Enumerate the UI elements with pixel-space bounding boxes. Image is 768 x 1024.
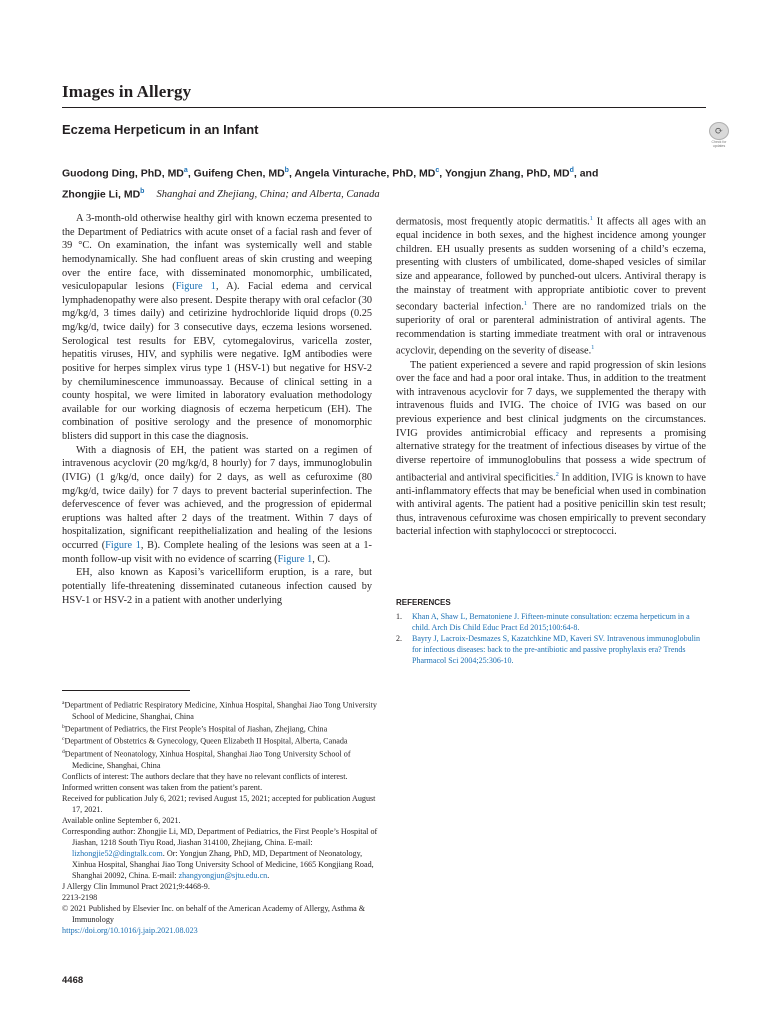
author-name: Angela Vinturache, PhD, MD [294, 167, 436, 180]
affiliation-marker[interactable]: b [284, 167, 289, 174]
body-paragraph: dermatosis, most frequently atopic dermatitis.$^1$ It affects all ages with an equal incidence in both sexes, and the highest incidence among younger children. EH usually presents as sudden worsening of a child’s eczema, presenting with clusters of umbilicated, dome-shaped vesicles of similar size and appearance, followed by punched-out ulcers. Antiviral therapy is the mainstay of treatment with appropriate antibiotic cover to prevent secondary bacterial infection.$^1$ There are no randomized trials on the superiority of oral or parenteral administration of antiviral agents. The recommendation is starting immediate treatment with oral or intravenous acyclovir, depending on the severity of disease.$^1$ [396, 215, 706, 357]
reference-list [396, 611, 706, 666]
issn: 2213-2198 [62, 892, 98, 902]
citation-link[interactable]: 1 [591, 344, 595, 352]
email-link[interactable]: lizhongjie52@dingtalk.com [72, 848, 163, 858]
affiliation-footnote: $^c$Department of Obstetrics & Gynecology, Queen Elizabeth II Hospital, Alberta, Canada [62, 736, 348, 747]
figure-link[interactable]: Figure 1 [105, 540, 141, 551]
footnotes [62, 698, 378, 936]
reference-item [396, 611, 706, 633]
references-heading: REFERENCES [396, 598, 451, 607]
article-title: Eczema Herpeticum in an Infant [62, 122, 259, 137]
reference-number: 1. [396, 612, 402, 621]
author-conjunction: , and [573, 167, 599, 180]
affiliation-footnote: $^a$Department of Pediatric Respiratory Medicine, Xinhua Hospital, Shanghai Jiao Tong University School of Medicine, Shanghai, China [62, 700, 377, 721]
copyright: © 2021 Published by Elsevier Inc. on behalf of the American Academy of Allergy, Asthma & Immunology [62, 903, 366, 924]
body-paragraph: EH, also known as Kaposi’s varicelliform eruption, is a rare, but potentially life-threatening disseminated cutaneous infection caused by HSV-1 or HSV-2 in a patient with another underlying [62, 567, 372, 606]
citation-link[interactable]: 2 [555, 470, 559, 478]
affiliation-marker[interactable]: b [140, 187, 145, 195]
body-paragraph: A 3-month-old otherwise healthy girl with known eczema presented to the Department of Pediatrics with acute onset of a facial rash and fever of 39 °C. On examination, the infant was systemically well and stable hemodynamically. She had confluent areas of skin crusting and weeping over the entire face, with disseminated monomorphic, umbilicated, vesiculopapular lesions (Figure 1, A). Facial edema and cervical lymphadenopathy were also present. Despite therapy with oral cefaclor (30 mg/kg/d, 3 times daily) and cetirizine hydrochloride liquid drops (0.25 mg/kg/d, twice daily) for 3 consecutive days, eczema lesions worsened. Serological test results for EBV, cytomegalovirus, varicella zoster, hepatitis viruses, HIV, and syphilis were negative. IgM antibodies were positive for herpes simplex virus type 1 (HSV-1) but negative for HSV-2 by chemiluminescence immunoassay. Because of clinical setting in a county hospital, we were limited in laboratory evaluation methodology available for our working diagnosis of eczema herpeticum (EH). The combination of positive serology and the presence of monomorphic blisters did support in this case the diagnosis. [62, 213, 373, 442]
body-paragraph: The patient experienced a severe and rapid progression of skin lesions over the face and had a poor oral intake. Thus, in addition to the treatment with intravenous acyclovir for 7 days, we supplemented the therapy with intravenous fluids and IVIG. The choice of IVIG was based on our previous experience and best clinical judgments on the circumstances. IVIG provides antimicrobial efficacy and represents a promising alternative strategy for the treatment of infectious diseases by virtue of the diverse repertoire of immunoglobulins that possess a wide spectrum of antibacterial and antiviral specificities.$^2$ In addition, IVIG is known to have anti-inflammatory effects that may be beneficial when used in combination with antiviral agents. The patient had a positive penicillin skin test result; thus, intravenous cefuroxime was chosen empirically to prevent secondary bacterial infection with staphylococci or streptococci. [396, 359, 706, 538]
affiliation-marker[interactable]: c [435, 167, 440, 174]
received-dates: Received for publication July 6, 2021; revised August 15, 2021; accepted for publication August 17, 2021. [62, 793, 376, 814]
conflicts-note: Conflicts of interest: The authors declare that they have no relevant conflicts of interest. [62, 771, 348, 781]
corresponding-author: Corresponding author: Zhongjie Li, MD, Department of Pediatrics, the First People’s Hospital of Jiashan, 1218 South Tiyu Road, Jiashan 314100, Zhejiang, China. E-mail: lizhongjie52@dingtalk.com. Or: Yongjun Zhang, PhD, MD, Department of Neonatology, Xinhua Hospital, Shanghai Jiao Tong University School of Medicine, 1665 Kongjiang Road, Shanghai 20092, China. E-mail: zhangyongjun@sjtu.edu.cn. [62, 826, 378, 880]
body-column-left [62, 212, 372, 607]
check-updates-label: Check for updates [711, 140, 727, 148]
author-name: Zhongjie Li, MD [62, 188, 141, 200]
affiliation-marker[interactable]: d [569, 167, 574, 174]
author-locations: Shanghai and Zhejiang, China; and Alberta, Canada [156, 189, 380, 200]
figure-link[interactable]: Figure 1 [175, 281, 216, 293]
citation-link[interactable]: 1 [589, 215, 593, 222]
reference-item [396, 633, 706, 666]
figure-link[interactable]: Figure 1 [277, 553, 313, 565]
body-column-right [396, 212, 706, 539]
page-number: 4468 [62, 975, 84, 986]
affiliation-footnote: $^d$Department of Neonatology, Xinhua Hospital, Shanghai Jiao Tong University School of Medicine, Shanghai, China [62, 749, 351, 770]
reference-link[interactable]: Bayry J, Lacroix-Desmazes S, Kazatchkine MD, Kaveri SV. Intravenous immunoglobulin for infectious diseases: back to the pre-antibiotic and passive prophylaxis era? Trends Pharmacol Sci 2004;25:306-10. [412, 634, 701, 665]
reference-link[interactable]: Khan A, Shaw L, Bernatoniene J. Fifteen-minute consultation: eczema herpeticum in a child. Arch Dis Child Educ Pract Ed 2015;100:64-8. [412, 612, 690, 632]
check-updates-icon: ⟳ [709, 122, 729, 140]
doi-link[interactable]: https://doi.org/10.1016/j.jaip.2021.08.023 [62, 925, 198, 935]
email-link[interactable]: zhangyongjun@sjtu.edu.cn [178, 870, 268, 880]
journal-citation: J Allergy Clin Immunol Pract 2021;9:4468-9. [62, 881, 210, 891]
author-list: Guodong Ding, PhD, $MD^a$, Guifeng Chen, $MD^b$, Angela Vinturache, PhD, $MD^c$, Yongjun Zhang, PhD, $MD^d$, and Zhongjie Li, $MD^b$ Shanghai and Zhejiang, China; and Alberta, Canada [62, 167, 599, 200]
affiliation-marker[interactable]: a [183, 167, 188, 174]
author-name: Guifeng Chen, MD [193, 167, 285, 180]
check-for-updates-button[interactable] [706, 122, 732, 148]
reference-number: 2. [396, 634, 402, 643]
body-paragraph: With a diagnosis of EH, the patient was started on a regimen of intravenous acyclovir (20 mg/kg/d, 8 hourly) for 7 days, immunoglobulin (IVIG) (1 g/kg/d, once daily) for 2 days, as well as cefuroxime (80 mg/kg/d, twice daily) for 7 days to prevent bacterial superinfection. The defervescence of fever was achieved, and the progression of epidermal eruptions was halted after 2 days of the treatment. Within 7 days of hospitalization, significant reepithelialization and healing of the lesions occurred (Figure 1, B). Complete healing of the lesions was seen at a 1-month follow-up visit with no evidence of scarring (Figure 1, C). [62, 444, 372, 565]
footnote-rule [62, 690, 190, 691]
header-rule [62, 107, 706, 108]
citation-link[interactable]: 1 [523, 300, 528, 308]
consent-note: Informed written consent was taken from the patient’s parent. [62, 782, 263, 792]
author-name: Guodong Ding, PhD, MD [62, 167, 184, 180]
online-date: Available online September 6, 2021. [62, 815, 181, 825]
author-name: Yongjun Zhang, PhD, MD [444, 167, 570, 180]
affiliation-footnote: $^b$Department of Pediatrics, the First People’s Hospital of Jiashan, Zhejiang, China [62, 723, 328, 734]
section-title: Images in Allergy [62, 82, 192, 101]
